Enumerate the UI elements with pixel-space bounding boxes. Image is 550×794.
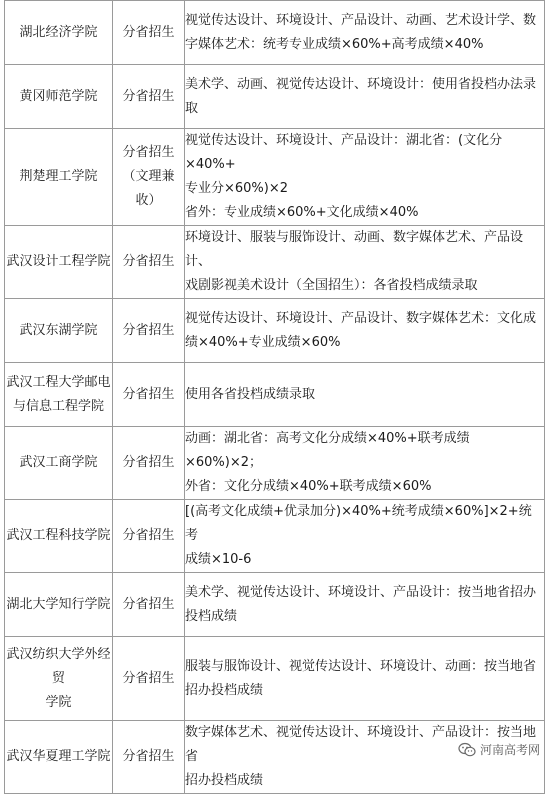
rule-cell-line: 招办投档成绩 (185, 682, 264, 698)
rule-cell (185, 637, 545, 721)
plan-cell (113, 573, 185, 637)
plan-cell (113, 1, 185, 65)
school-cell (5, 65, 113, 129)
rule-cell (185, 1, 545, 65)
school-cell-line: 学院 (45, 694, 72, 710)
plan-cell (113, 637, 185, 721)
plan-cell-line: 分省招生 (122, 254, 175, 269)
school-cell-line: 湖北大学知行学院 (6, 596, 111, 612)
rule-cell-line: 数字媒体艺术、视觉传达设计、环境设计、产品设计：按当地省 (185, 725, 537, 764)
school-cell-line: 黄冈师范学院 (19, 88, 98, 104)
table-row (5, 1, 545, 65)
school-cell-line: 武汉东湖学院 (19, 322, 98, 338)
rule-cell (185, 427, 545, 500)
admission-table-body (5, 1, 545, 794)
school-cell (5, 573, 113, 637)
school-cell (5, 500, 113, 573)
plan-cell (113, 299, 185, 363)
school-cell (5, 721, 113, 794)
table-row (5, 226, 545, 299)
table-row (5, 500, 545, 573)
plan-cell (113, 721, 185, 794)
rule-cell-line: 服装与服饰设计、视觉传达设计、环境设计、动画：按当地省 (185, 658, 537, 674)
watermark (456, 741, 542, 758)
school-cell-line: 与信息工程学院 (12, 398, 104, 414)
rule-cell-line: 美术学、视觉传达设计、环境设计、产品设计：按当地省招办 (185, 584, 537, 600)
watermark-text: 河南高考网 (479, 743, 540, 757)
plan-cell-line: 分省招生 (122, 88, 175, 104)
rule-cell-line: [(高考文化成绩+优录加分)×40%+统考成绩×60%]×2+统考 (185, 504, 532, 543)
rule-cell-line: 戏剧影视美术设计（全国招生）：各省投档成绩录取 (185, 278, 478, 293)
plan-cell-line: 分省招生 (122, 386, 175, 402)
rule-cell (185, 299, 545, 363)
school-cell (5, 427, 113, 500)
plan-cell-line: 分省招生 (122, 670, 175, 686)
rule-cell (185, 226, 545, 299)
school-cell-line: 武汉工程大学邮电 (6, 374, 111, 390)
table-row (5, 129, 545, 226)
rule-cell (185, 500, 545, 573)
school-cell (5, 363, 113, 427)
rule-cell (185, 573, 545, 637)
rule-cell-line: 使用各省投档成绩录取 (185, 386, 316, 402)
school-cell-line: 武汉工商学院 (19, 455, 98, 470)
rule-cell-line: 省外：专业成绩×60%+文化成绩×40% (185, 205, 419, 220)
rule-cell-line: 美术学、动画、视觉传达设计、环境设计：使用省投档办法录 (185, 76, 537, 92)
school-cell-line: 荆楚理工学院 (19, 169, 98, 184)
school-cell (5, 299, 113, 363)
plan-cell (113, 500, 185, 573)
table-row (5, 573, 545, 637)
plan-cell (113, 129, 185, 226)
school-cell-line: 武汉设计工程学院 (6, 254, 111, 269)
table-row (5, 299, 545, 363)
school-cell-line: 贸 (51, 670, 65, 686)
rule-cell-line: 视觉传达设计、环境设计、产品设计：湖北省：(文化分×40%+ (185, 133, 503, 172)
plan-cell-line: （文理兼 (122, 169, 175, 184)
school-cell (5, 129, 113, 226)
rule-cell-line: 环境设计、服装与服饰设计、动画、数字媒体艺术、产品设计、 (185, 230, 524, 269)
rule-cell-line: 成绩×10-6 (185, 552, 252, 567)
school-cell-line: 武汉华夏理工学院 (6, 749, 111, 764)
rule-cell (185, 129, 545, 226)
rule-cell-line: 视觉传达设计、环境设计、产品设计、动画、艺术设计学、数 (185, 12, 537, 28)
plan-cell (113, 363, 185, 427)
table-row (5, 65, 545, 129)
school-cell (5, 637, 113, 721)
rule-cell-line: 字媒体艺术：统考专业成绩×60%+高考成绩×40% (185, 36, 484, 52)
school-cell-line: 武汉纺织大学外经 (6, 646, 111, 662)
plan-cell (113, 65, 185, 129)
table-row (5, 427, 545, 500)
school-cell (5, 1, 113, 65)
plan-cell (113, 427, 185, 500)
school-cell-line: 湖北经济学院 (19, 24, 98, 40)
table-row (5, 363, 545, 427)
rule-cell-line: 绩×40%+专业成绩×60% (185, 334, 341, 350)
school-cell (5, 226, 113, 299)
plan-cell (113, 226, 185, 299)
plan-cell-line: 收） (135, 193, 162, 208)
plan-cell-line: 分省招生 (122, 322, 175, 338)
rule-cell-line: 动画：湖北省：高考文化分成绩×40%+联考成绩×60%)×2； (185, 431, 470, 470)
plan-cell-line: 分省招生 (122, 528, 175, 543)
rule-cell-line: 外省：文化分成绩×40%+联考成绩×60% (185, 479, 432, 494)
school-cell-line: 武汉工程科技学院 (6, 528, 111, 543)
rule-cell (185, 65, 545, 129)
rule-cell (185, 363, 545, 427)
rule-cell-line: 投档成绩 (185, 608, 238, 624)
plan-cell-line: 分省招生 (122, 455, 175, 470)
plan-cell-line: 分省招生 (122, 596, 175, 612)
rule-cell-line: 取 (185, 100, 199, 116)
admission-table (4, 0, 545, 794)
rule-cell-line: 视觉传达设计、环境设计、产品设计、数字媒体艺术：文化成 (185, 310, 537, 326)
wechat-icon (458, 742, 476, 758)
plan-cell-line: 分省招生 (122, 749, 175, 764)
rule-cell-line: 招办投档成绩 (185, 773, 264, 788)
plan-cell-line: 分省招生 (122, 145, 175, 160)
rule-cell-line: 专业分×60%)×2 (185, 181, 289, 196)
plan-cell-line: 分省招生 (122, 24, 175, 40)
table-row (5, 637, 545, 721)
